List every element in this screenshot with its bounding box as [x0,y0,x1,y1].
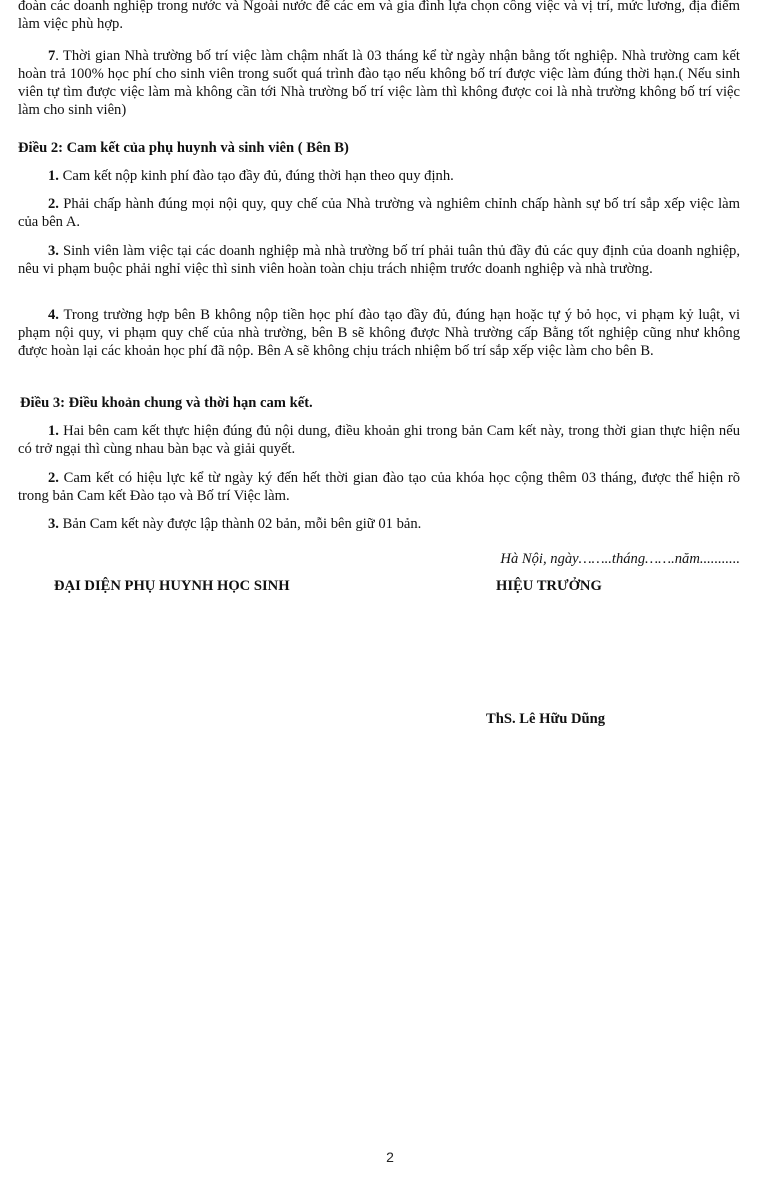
article-2-item-3-number: 3. [48,243,59,259]
article-2-item-4-text: Trong trường hợp bên B không nộp tiền học phí đào tạo đầy đủ, đúng hạn hoặc tự ý bỏ học, vi phạm kỷ luật, vi phạm nội quy, vi phạm quy chế của nhà trường, bên B sẽ không được Nhà trường cấp Bằng tốt nghiệp cũng như không được hoàn lại các khoản học phí đã nộp. Bên A sẽ không chịu trách nhiệm bố trí sắp xếp việc làm cho bên B. [18,307,740,359]
article-3-item-1-text: Hai bên cam kết thực hiện đúng đủ nội dung, điều khoản ghi trong bản Cam kết này, trong thời gian thực hiện nếu có trở ngại thì cùng nhau bàn bạc và giải quyết. [18,423,740,457]
article-3-item-2 [18,469,740,505]
article-3-item-2-text: Cam kết có hiệu lực kể từ ngày ký đến hết thời gian đào tạo của khóa học cộng thêm 03 tháng, được thể hiện rõ trong bản Cam kết Đào tạo và Bố trí Việc làm. [18,470,740,504]
article-2-item-4 [18,306,740,360]
article-2-item-2-number: 2. [48,196,59,212]
signer-name: ThS. Lê Hữu Dũng [486,711,606,727]
continuation-paragraph: đoàn các doanh nghiệp trong nước và Ngoài nước để các em và gia đình lựa chọn công việc và vị trí, mức lương, địa điểm làm việc phù hợp. [18,0,740,32]
article-3-item-2-number: 2. [48,470,59,486]
clause-7-text: . Thời gian Nhà trường bố trí việc làm chậm nhất là 03 tháng kể từ ngày nhận bằng tốt nghiệp. Nhà trường cam kết hoàn trả 100% học phí cho sinh viên trong suốt quá trình đào tạo nếu không bố trí được việc làm đúng thời hạn.( Nếu sinh viên tự tìm được việc làm mà không cần tới Nhà trường bố trí việc làm thì không được coi là nhà trường không bố trí việc làm cho sinh viên) [18,48,740,118]
article-2-item-1-text: Cam kết nộp kinh phí đào tạo đầy đủ, đúng thời hạn theo quy định. [58,168,454,184]
article-2-item-2 [18,195,740,231]
article-2-item-2-text: Phải chấp hành đúng mọi nội quy, quy chế của Nhà trường và nghiêm chỉnh chấp hành sự bố trí sắp xếp việc làm của bên A. [18,196,740,230]
article-3-item-3 [18,515,740,533]
article-2-item-1 [18,167,740,185]
clause-7-paragraph [18,47,740,119]
article-3-item-1-number: 1. [48,423,59,439]
article-3-item-3-number: 3. [48,516,59,532]
clause-7-number: 7 [48,48,56,64]
article-3-heading: Điều 3: Điều khoản chung và thời hạn cam kết. [20,395,313,411]
signing-date-line: Hà Nội, ngày……..tháng…….năm........... [500,551,740,567]
article-2-item-3-text: Sinh viên làm việc tại các doanh nghiệp mà nhà trường bố trí phải tuân thủ đầy đủ các quy định của doanh nghiệp, nêu vi phạm buộc phải nghỉ việc thì sinh viên hoàn toàn chịu trách nhiệm trước doanh nghiệp và nhà trường. [18,243,740,277]
parent-representative-title: ĐẠI DIỆN PHỤ HUYNH HỌC SINH [54,578,290,594]
article-2-item-4-number: 4. [48,307,59,323]
article-2-item-1-number: 1. [48,168,59,184]
article-3-item-1 [18,422,740,458]
article-2-heading: Điều 2: Cam kết của phụ huynh và sinh viên ( Bên B) [18,140,349,156]
principal-title: HIỆU TRƯỞNG [496,578,602,594]
article-3-item-3-text: Bản Cam kết này được lập thành 02 bản, mỗi bên giữ 01 bản. [58,516,422,532]
article-2-item-3 [18,242,740,278]
page-number: 2 [386,1149,394,1165]
